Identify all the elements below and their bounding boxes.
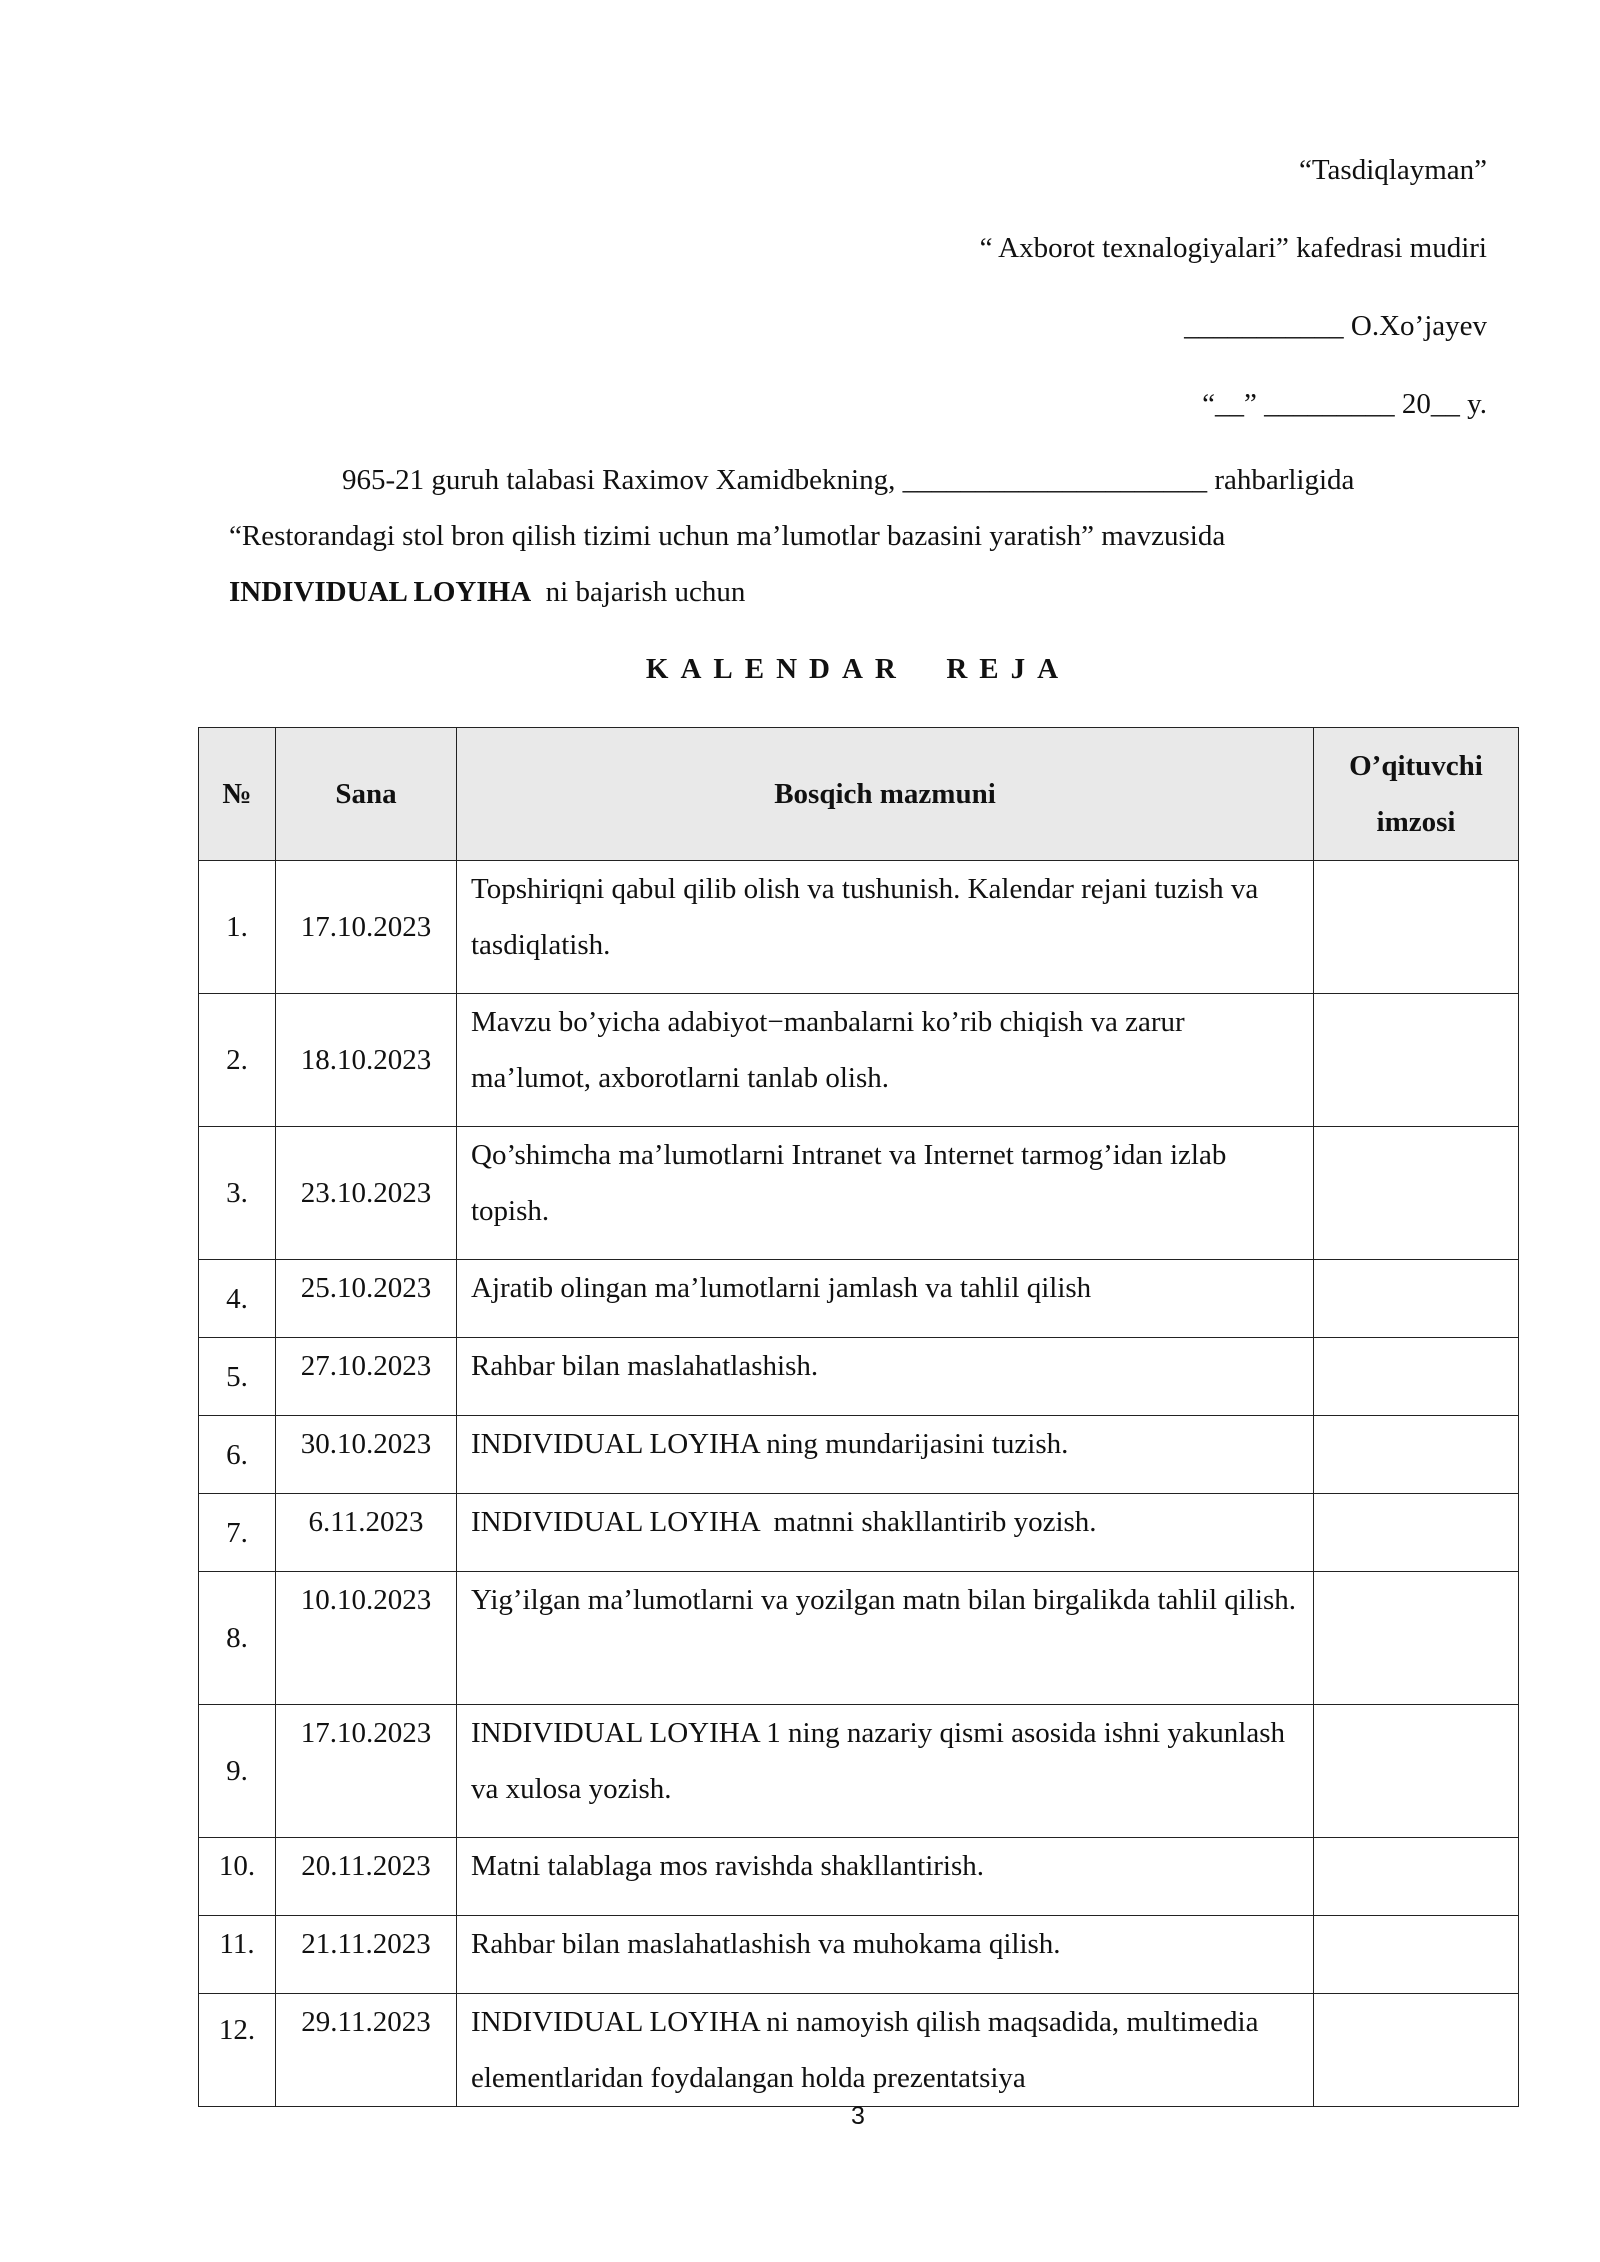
table-header-row xyxy=(199,728,1519,861)
row-date: 10.10.2023 xyxy=(276,1572,457,1705)
row-date: 25.10.2023 xyxy=(276,1260,457,1338)
intro-line-3 xyxy=(229,574,745,610)
row-num: 2. xyxy=(199,994,276,1127)
row-num: 10. xyxy=(199,1838,276,1916)
row-date: 17.10.2023 xyxy=(276,861,457,994)
row-num: 4. xyxy=(199,1260,276,1338)
table-row xyxy=(199,861,1519,994)
row-date: 18.10.2023 xyxy=(276,994,457,1127)
row-num: 9. xyxy=(199,1705,276,1838)
calendar-table xyxy=(198,727,1519,2107)
table-row xyxy=(199,1994,1519,2107)
table-row xyxy=(199,1838,1519,1916)
intro-line-1: 965-21 guruh talabasi Raximov Xamidbekning, _____________________ rahbarligida xyxy=(342,464,1355,496)
table-row xyxy=(199,1494,1519,1572)
row-date: 29.11.2023 xyxy=(276,1994,457,2107)
row-date: 20.11.2023 xyxy=(276,1838,457,1916)
approval-title: “Tasdiqlayman” xyxy=(1298,154,1487,186)
intro-line-2: “Restorandagi stol bron qilish tizimi uchun ma’lumotlar bazasini yaratish” mavzusida xyxy=(229,520,1226,552)
row-signature[interactable] xyxy=(1314,1416,1519,1494)
row-date: 30.10.2023 xyxy=(276,1416,457,1494)
row-signature[interactable] xyxy=(1314,861,1519,994)
row-text: Matni talablaga mos ravishda shakllantirish. xyxy=(457,1838,1314,1916)
intro-line-3-rest: ni bajarish uchun xyxy=(531,576,746,608)
row-signature[interactable] xyxy=(1314,1127,1519,1260)
row-signature[interactable] xyxy=(1314,1705,1519,1838)
row-text: Mavzu bo’yicha adabiyot−manbalarni ko’rib chiqish va zarur ma’lumot, axborotlarni tanlab olish. xyxy=(457,994,1314,1127)
signature-line: ___________ O.Xo’jayev xyxy=(1184,310,1487,342)
calendar-title: KALENDAR REJA xyxy=(645,653,1071,685)
row-num: 5. xyxy=(199,1338,276,1416)
row-num: 12. xyxy=(199,1994,276,2107)
row-num: 6. xyxy=(199,1416,276,1494)
header-date: Sana xyxy=(276,728,457,861)
row-text: INDIVIDUAL LOYIHA matnni shakllantirib yozish. xyxy=(457,1494,1314,1572)
project-type: INDIVIDUAL LOYIHA xyxy=(229,576,532,608)
row-signature[interactable] xyxy=(1314,1338,1519,1416)
table-row xyxy=(199,1338,1519,1416)
header-num: № xyxy=(199,728,276,861)
row-num: 11. xyxy=(199,1916,276,1994)
row-date: 27.10.2023 xyxy=(276,1338,457,1416)
row-text: INDIVIDUAL LOYIHA ning mundarijasini tuzish. xyxy=(457,1416,1314,1494)
row-signature[interactable] xyxy=(1314,1838,1519,1916)
row-text: Rahbar bilan maslahatlashish va muhokama qilish. xyxy=(457,1916,1314,1994)
row-num: 7. xyxy=(199,1494,276,1572)
row-text: Ajratib olingan ma’lumotlarni jamlash va tahlil qilish xyxy=(457,1260,1314,1338)
department-head: “ Axborot texnalogiyalari” kafedrasi mudiri xyxy=(979,232,1487,264)
table-row xyxy=(199,1127,1519,1260)
table-row xyxy=(199,1416,1519,1494)
table-row xyxy=(199,1705,1519,1838)
header-content: Bosqich mazmuni xyxy=(457,728,1314,861)
row-signature[interactable] xyxy=(1314,1994,1519,2107)
approval-date-line: “__” _________ 20__ y. xyxy=(1202,388,1487,420)
row-text: Rahbar bilan maslahatlashish. xyxy=(457,1338,1314,1416)
table-row xyxy=(199,1260,1519,1338)
row-num: 3. xyxy=(199,1127,276,1260)
row-signature[interactable] xyxy=(1314,1494,1519,1572)
table-row xyxy=(199,994,1519,1127)
row-signature[interactable] xyxy=(1314,1572,1519,1705)
table-row xyxy=(199,1916,1519,1994)
page-number: 3 xyxy=(851,2102,865,2130)
row-text: Qo’shimcha ma’lumotlarni Intranet va Internet tarmog’idan izlab topish. xyxy=(457,1127,1314,1260)
row-date: 21.11.2023 xyxy=(276,1916,457,1994)
header-signature: O’qituvchi imzosi xyxy=(1314,728,1519,861)
row-num: 8. xyxy=(199,1572,276,1705)
row-signature[interactable] xyxy=(1314,994,1519,1127)
row-text: INDIVIDUAL LOYIHA 1 ning nazariy qismi asosida ishni yakunlash va xulosa yozish. xyxy=(457,1705,1314,1838)
row-text: Yig’ilgan ma’lumotlarni va yozilgan matn bilan birgalikda tahlil qilish. xyxy=(457,1572,1314,1705)
row-date: 23.10.2023 xyxy=(276,1127,457,1260)
row-date: 17.10.2023 xyxy=(276,1705,457,1838)
row-num: 1. xyxy=(199,861,276,994)
row-signature[interactable] xyxy=(1314,1916,1519,1994)
row-date: 6.11.2023 xyxy=(276,1494,457,1572)
row-text: Topshiriqni qabul qilib olish va tushunish. Kalendar rejani tuzish va tasdiqlatish. xyxy=(457,861,1314,994)
table-row xyxy=(199,1572,1519,1705)
row-signature[interactable] xyxy=(1314,1260,1519,1338)
row-text: INDIVIDUAL LOYIHA ni namoyish qilish maqsadida, multimedia elementlaridan foydalangan holda prezentatsiya xyxy=(457,1994,1314,2107)
